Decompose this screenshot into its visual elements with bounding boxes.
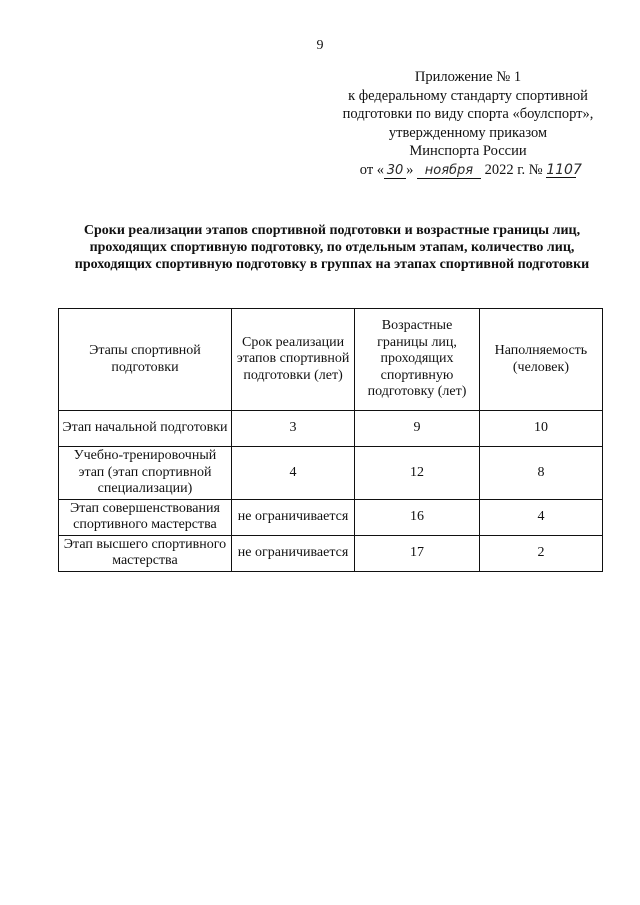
annex-block [318,68,618,180]
age-cell: 12 [355,447,480,500]
table-row [59,411,603,447]
stages-table [58,308,603,572]
order-date-line [318,161,618,180]
annex-title: Приложение № 1 [414,69,522,85]
handwritten-order-number: 1107 [546,161,582,178]
duration-cell: не ограничивается [231,535,354,571]
date-prefix: от « [359,161,385,178]
stage-name: Этап совершенствования спортивного мастерства [59,499,232,535]
header-age-limits: Возрастные границы лиц, проходящих спортивную подготовку (лет) [355,309,480,411]
header-group-size: Наполняемость (человек) [479,309,602,411]
table-row [59,499,603,535]
duration-cell: 3 [231,411,354,447]
table-row [59,447,603,500]
group-size-cell: 4 [479,499,602,535]
group-size-cell: 8 [479,447,602,500]
annex-line: к федеральному стандарту спортивной [348,87,588,104]
header-duration: Срок реализации этапов спортивной подготовки (лет) [231,309,354,411]
stage-name: Этап начальной подготовки [59,411,232,447]
age-cell: 9 [355,411,480,447]
annex-line: утвержденному приказом [388,124,548,141]
handwritten-day: 30 [384,164,406,179]
group-size-cell: 2 [479,535,602,571]
age-cell: 17 [355,535,480,571]
duration-cell: не ограничивается [231,499,354,535]
date-year: 2022 г. № [484,161,543,178]
duration-cell: 4 [231,447,354,500]
table-header-row [59,309,603,411]
date-mid: » [406,161,414,178]
age-cell: 16 [355,499,480,535]
stage-name: Учебно-тренировочный этап (этап спортивной специализации) [59,447,232,500]
annex-line: подготовки по виду спорта «боулспорт», [342,106,594,123]
annex-line: Минспорта России [409,143,527,160]
page-number: 9 [316,38,324,53]
document-title: Сроки реализации этапов спортивной подготовки и возрастные границы лиц, проходящих спортивную подготовку, по отдельным этапам, количество лиц, проходящих спортивную подготовку в группах на этапах спортивной подготовки [74,223,590,272]
group-size-cell: 10 [479,411,602,447]
header-stages: Этапы спортивной подготовки [59,309,232,411]
table-row [59,535,603,571]
stage-name: Этап высшего спортивного мастерства [59,535,232,571]
handwritten-month: ноября [417,164,481,179]
